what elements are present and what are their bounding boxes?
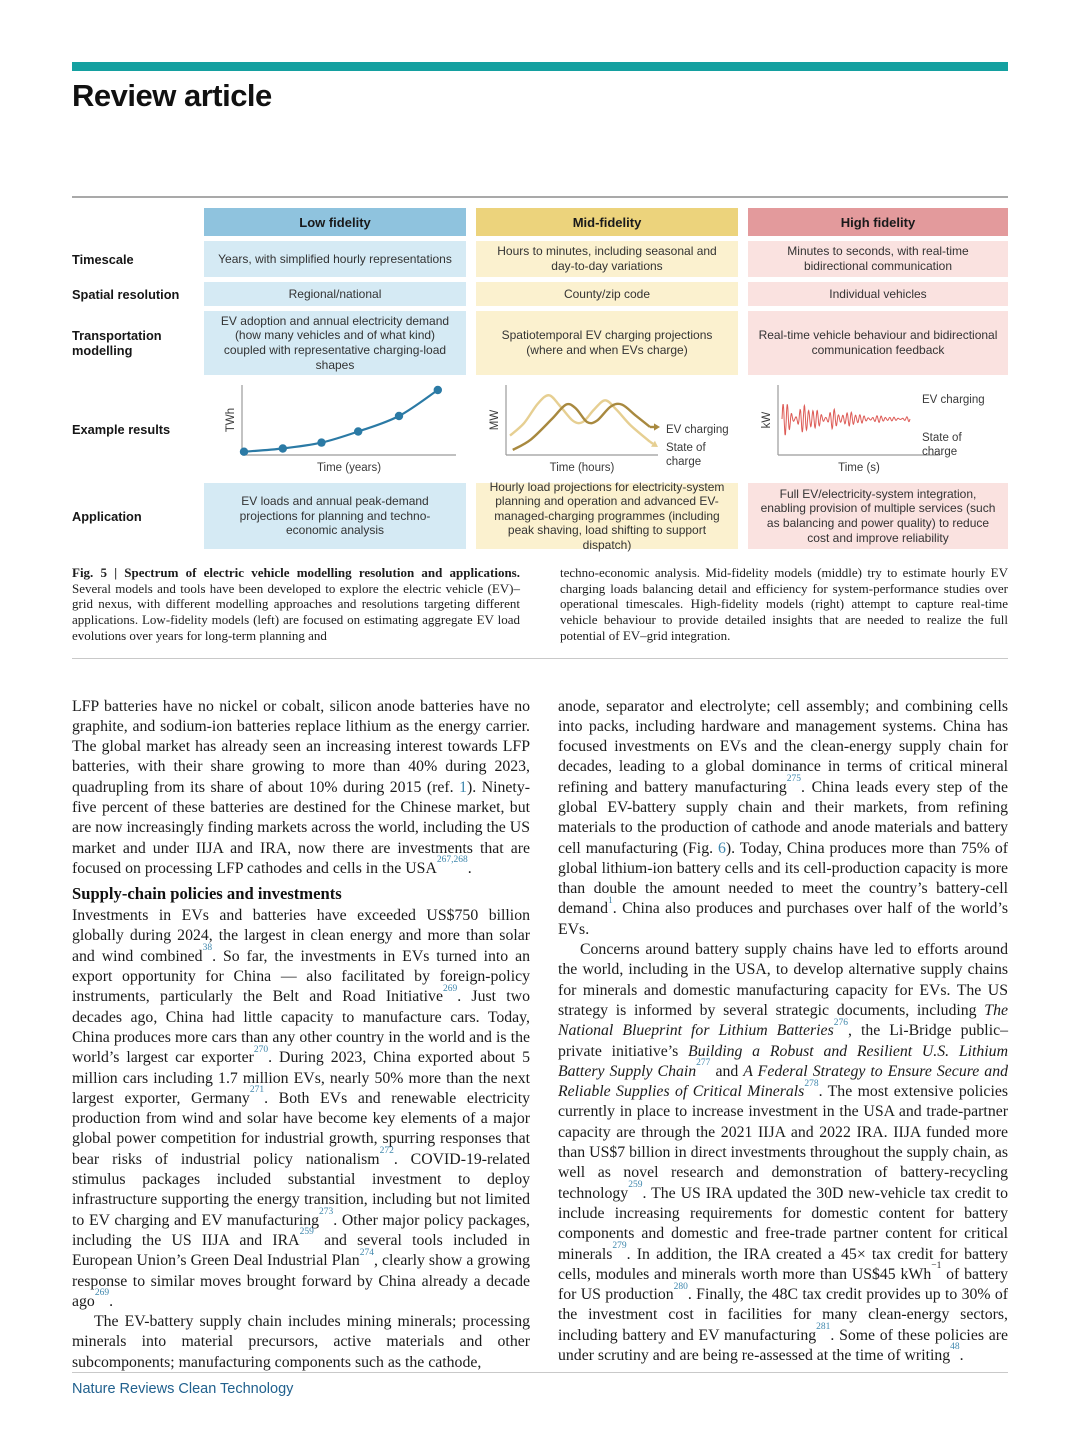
- reference-link[interactable]: 272: [379, 1146, 394, 1157]
- table-cell: EV adoption and annual electricity demand (how many vehicles and of what kind) coupled with representative charging-load shapes: [204, 311, 466, 375]
- reference-link[interactable]: 273: [319, 1207, 334, 1218]
- reference-link[interactable]: 277: [696, 1058, 711, 1069]
- high-fidelity-chart: [748, 381, 1008, 477]
- mid-fidelity-chart: [476, 381, 738, 477]
- figure-top-rule: [72, 196, 1008, 198]
- paragraph: The EV-battery supply chain includes mining minerals; processing minerals into material precursors, active materials and other subcomponents; manufacturing components such as the cathode,: [72, 1313, 530, 1371]
- svg-text:Time (years): Time (years): [316, 462, 382, 474]
- svg-text:charge: charge: [666, 456, 702, 468]
- figure-caption: [72, 565, 1008, 644]
- chart-cell-low: [204, 380, 466, 478]
- paragraph: Concerns around battery supply chains have led to efforts around the world, including in the USA, to develop alternative supply chains for minerals and domestic manufacturing capacity for EVs. The US strategy is informed by several strategic documents, including The National Blueprint for Lithium Batteries$^{276}$, the Li-Bridge public–private initiative’s Building a Robust and Resilient U.S. Lithium Battery Supply Chain$^{277}$ and A Federal Strategy to Ensure Secure and Reliable Supplies of Critical Minerals$^{278}$. The most extensive policies currently in place to increase investment in the USA and trade-partner capacity are through the 2021 IIJA and 2022 IRA. IIJA funded more than US$7 billion in direct investments throughout the supply chain, as well as novel research and demonstration of battery-recycling technology$^{259}$. The US IRA updated the 30D new-vehicle tax credit to include increasing requirements for domestic content for battery components and domestic and free-trade partner content for critical minerals$^{279}$. In addition, the IRA created a 45× tax credit for battery cells, modules and minerals worth more than US$45 kWh$^{-1}$ of battery for US production$^{280}$. Finally, the 48C tax credit provides up to 30% of the investment cost in facilities for many clean-energy sectors, including battery and EV manufacturing$^{281}$. Some of these policies are under scrutiny and are being re-assessed at the time of writing$^{48}$.: [558, 941, 1009, 1365]
- svg-text:kW: kW: [761, 411, 773, 429]
- reference-link[interactable]: 267,268: [436, 855, 468, 866]
- reference-link[interactable]: 6: [717, 839, 726, 857]
- column-header-mid-fidelity: Mid-fidelity: [476, 208, 738, 236]
- svg-text:charge: charge: [922, 446, 958, 458]
- body-column-left: [72, 697, 530, 1374]
- svg-text:Time (s): Time (s): [838, 462, 880, 474]
- table-cell: Individual vehicles: [748, 282, 1008, 306]
- reference-link[interactable]: 281: [816, 1322, 831, 1333]
- figure-caption-text-left: Several models and tools have been developed to explore the electric vehicle (EV)–grid nexus, with different modelling approaches and resolutions targeting different applications. Low-fidelity models (left) are focused on estimating aggregate EV load evolutions over years for long-term planning and: [72, 580, 520, 643]
- paragraph: Investments in EVs and batteries have exceeded US$750 billion globally during 2024, the largest in clean energy and more than solar and wind combined$^{38}$. So far, the investments in EVs turned into an export opportunity for China — also facilitated by foreign-policy instruments, particularly the Belt and Road Initiative$^{269}$. Just two decades ago, China had little capacity to manufacture cars. Today, China produces more cars than any other country in the world and is the world’s largest car exporter$^{270}$. During 2023, China exported about 5 million cars including 1.7 million EVs, nearly 50% more than the next largest exporter, Germany$^{271}$. Both EVs and renewable electricity production from wind and solar have become key elements of a major global power competition for industrial growth, spurring responses that bear risks of industrial policy nationalism$^{272}$. COVID-19-related stimulus packages included substantial investment to deploy infrastructure supporting the energy transition, including but not limited to EV charging and EV manufacturing$^{273}$. Other major policy packages, including the US IIJA and IRA$^{259}$ and several tools included in European Union’s Green Deal Industrial Plan$^{274}$, clearly show a growing response to similar moves brought forward by China already a decade ago$^{269}$.: [72, 907, 531, 1310]
- table-cell: EV loads and annual peak-demand projections for planning and techno-economic analysis: [204, 483, 466, 549]
- svg-text:EV charging: EV charging: [922, 394, 985, 406]
- table-cell: Hours to minutes, including seasonal and day-to-day variations: [476, 241, 738, 277]
- column-header-high-fidelity: High fidelity: [748, 208, 1008, 236]
- row-label-application: Application: [72, 508, 142, 524]
- row-label-timescale: Timescale: [72, 251, 134, 267]
- svg-text:Time (hours): Time (hours): [549, 462, 615, 474]
- paragraph: anode, separator and electrolyte; cell assembly; and combining cells into packs, including hardware and management systems. China has focused investments on EVs and the clean-energy supply chain for decades, leading to a global dominance in terms of critical mineral refining and battery manufacturing$^{275}$. China leads every step of the global EV-battery supply chain and their markets, from refining materials to the production of cathode and anode materials and battery cell manufacturing (Fig. 6). Today, China produces more than 75% of global lithium-ion battery cells and its cell-production capacity is more than double the amount needed to meet the country’s battery-cell demand$^1$. China also produces and purchases over half of the world’s EVs.: [558, 697, 1008, 938]
- table-cell: County/zip code: [476, 282, 738, 306]
- column-header-low-fidelity: Low fidelity: [204, 208, 466, 236]
- svg-text:State of: State of: [922, 432, 962, 444]
- row-label-spatial-resolution: Spatial resolution: [72, 286, 180, 302]
- reference-link[interactable]: 1: [608, 895, 613, 906]
- table-cell: Hourly load projections for electricity-system planning and operation and advanced EV-managed-charging programmes (including peak shaving, load shifting to support dispatch): [476, 483, 738, 549]
- reference-link[interactable]: 278: [804, 1078, 819, 1089]
- paragraph: LFP batteries have no nickel or cobalt, silicon anode batteries have no graphite, and sodium-ion batteries replace lithium as the energy carrier. The global market has already seen an increasing interest towards LFP batteries, with their share growing to more than 40% during 2023, quadrupling from its share of about 10% during 2015 (ref. 1). Ninety-five percent of these batteries are destined for the Chinese market, but are now increasingly finding markets across the world, including the US market and under IIJA and IRA, now there are investments that are focused on processing LFP cathodes and cells in the USA$^{267,268}$.: [72, 697, 530, 877]
- journal-name: Nature Reviews Clean Technology: [72, 1381, 294, 1397]
- reference-link[interactable]: 279: [612, 1241, 627, 1251]
- table-cell: Regional/national: [204, 282, 466, 306]
- svg-text:TWh: TWh: [225, 407, 237, 433]
- chart-cell-mid: [476, 380, 738, 478]
- chart-cell-high: [748, 380, 1008, 478]
- table-cell: Minutes to seconds, with real-time bidirectional communication: [748, 241, 1008, 277]
- body-columns: [72, 697, 1008, 1374]
- low-fidelity-chart: [204, 381, 466, 477]
- figure-5: [72, 196, 1008, 644]
- reference-link[interactable]: 259: [628, 1180, 643, 1191]
- reference-link[interactable]: 1: [459, 778, 468, 796]
- svg-text:EV charging: EV charging: [666, 424, 729, 436]
- reference-link[interactable]: 275: [786, 774, 801, 785]
- reference-link[interactable]: 276: [833, 1017, 848, 1028]
- row-label-transportation-modelling: Transportation modelling: [72, 328, 162, 358]
- figure-caption-left: [72, 565, 520, 644]
- reference-link[interactable]: 259: [299, 1227, 314, 1238]
- table-cell: Years, with simplified hourly representations: [204, 241, 466, 277]
- fidelity-table: [72, 208, 1008, 552]
- svg-text:MW: MW: [489, 409, 501, 431]
- reference-link[interactable]: 274: [359, 1247, 374, 1258]
- reference-link[interactable]: 280: [673, 1281, 688, 1292]
- figure-caption-right: techno-economic analysis. Mid-fidelity models (middle) try to estimate hourly EV charging loads balancing detail and efficiency for system-performance studies over operational timescales. High-fidelity models (right) attempt to capture real-time vehicle behaviour to provide detailed insights that are needed to realize the full potential of EV–grid integration.: [560, 565, 1008, 643]
- body-column-right: [558, 697, 1008, 1374]
- reference-link[interactable]: 270: [253, 1044, 269, 1055]
- figure-label: Fig. 5 |: [72, 565, 125, 580]
- top-accent-bar: [72, 62, 1008, 71]
- figure-caption-title: Spectrum of electric vehicle modelling resolution and applications.: [124, 565, 520, 580]
- reference-link[interactable]: 271: [249, 1085, 265, 1096]
- reference-link[interactable]: 269: [94, 1288, 110, 1299]
- table-corner: [72, 208, 194, 236]
- table-cell: Full EV/electricity-system integration, enabling provision of multiple services (such as balancing and power quality) to reduce cost and improve reliability: [748, 483, 1008, 549]
- reference-link[interactable]: 269: [442, 983, 458, 994]
- row-label-example-results: Example results: [72, 421, 171, 437]
- caption-divider-rule: [72, 658, 1008, 659]
- page-title: Review article: [72, 78, 272, 113]
- table-cell: Spatiotemporal EV charging projections (where and when EVs charge): [476, 311, 738, 375]
- reference-link[interactable]: 38: [202, 943, 213, 954]
- section-heading: Supply-chain policies and investments: [72, 884, 342, 904]
- footer-rule: [72, 1372, 1008, 1373]
- reference-link[interactable]: 48: [950, 1342, 960, 1353]
- svg-text:State of: State of: [666, 442, 706, 454]
- table-cell: Real-time vehicle behaviour and bidirectional communication feedback: [748, 311, 1008, 375]
